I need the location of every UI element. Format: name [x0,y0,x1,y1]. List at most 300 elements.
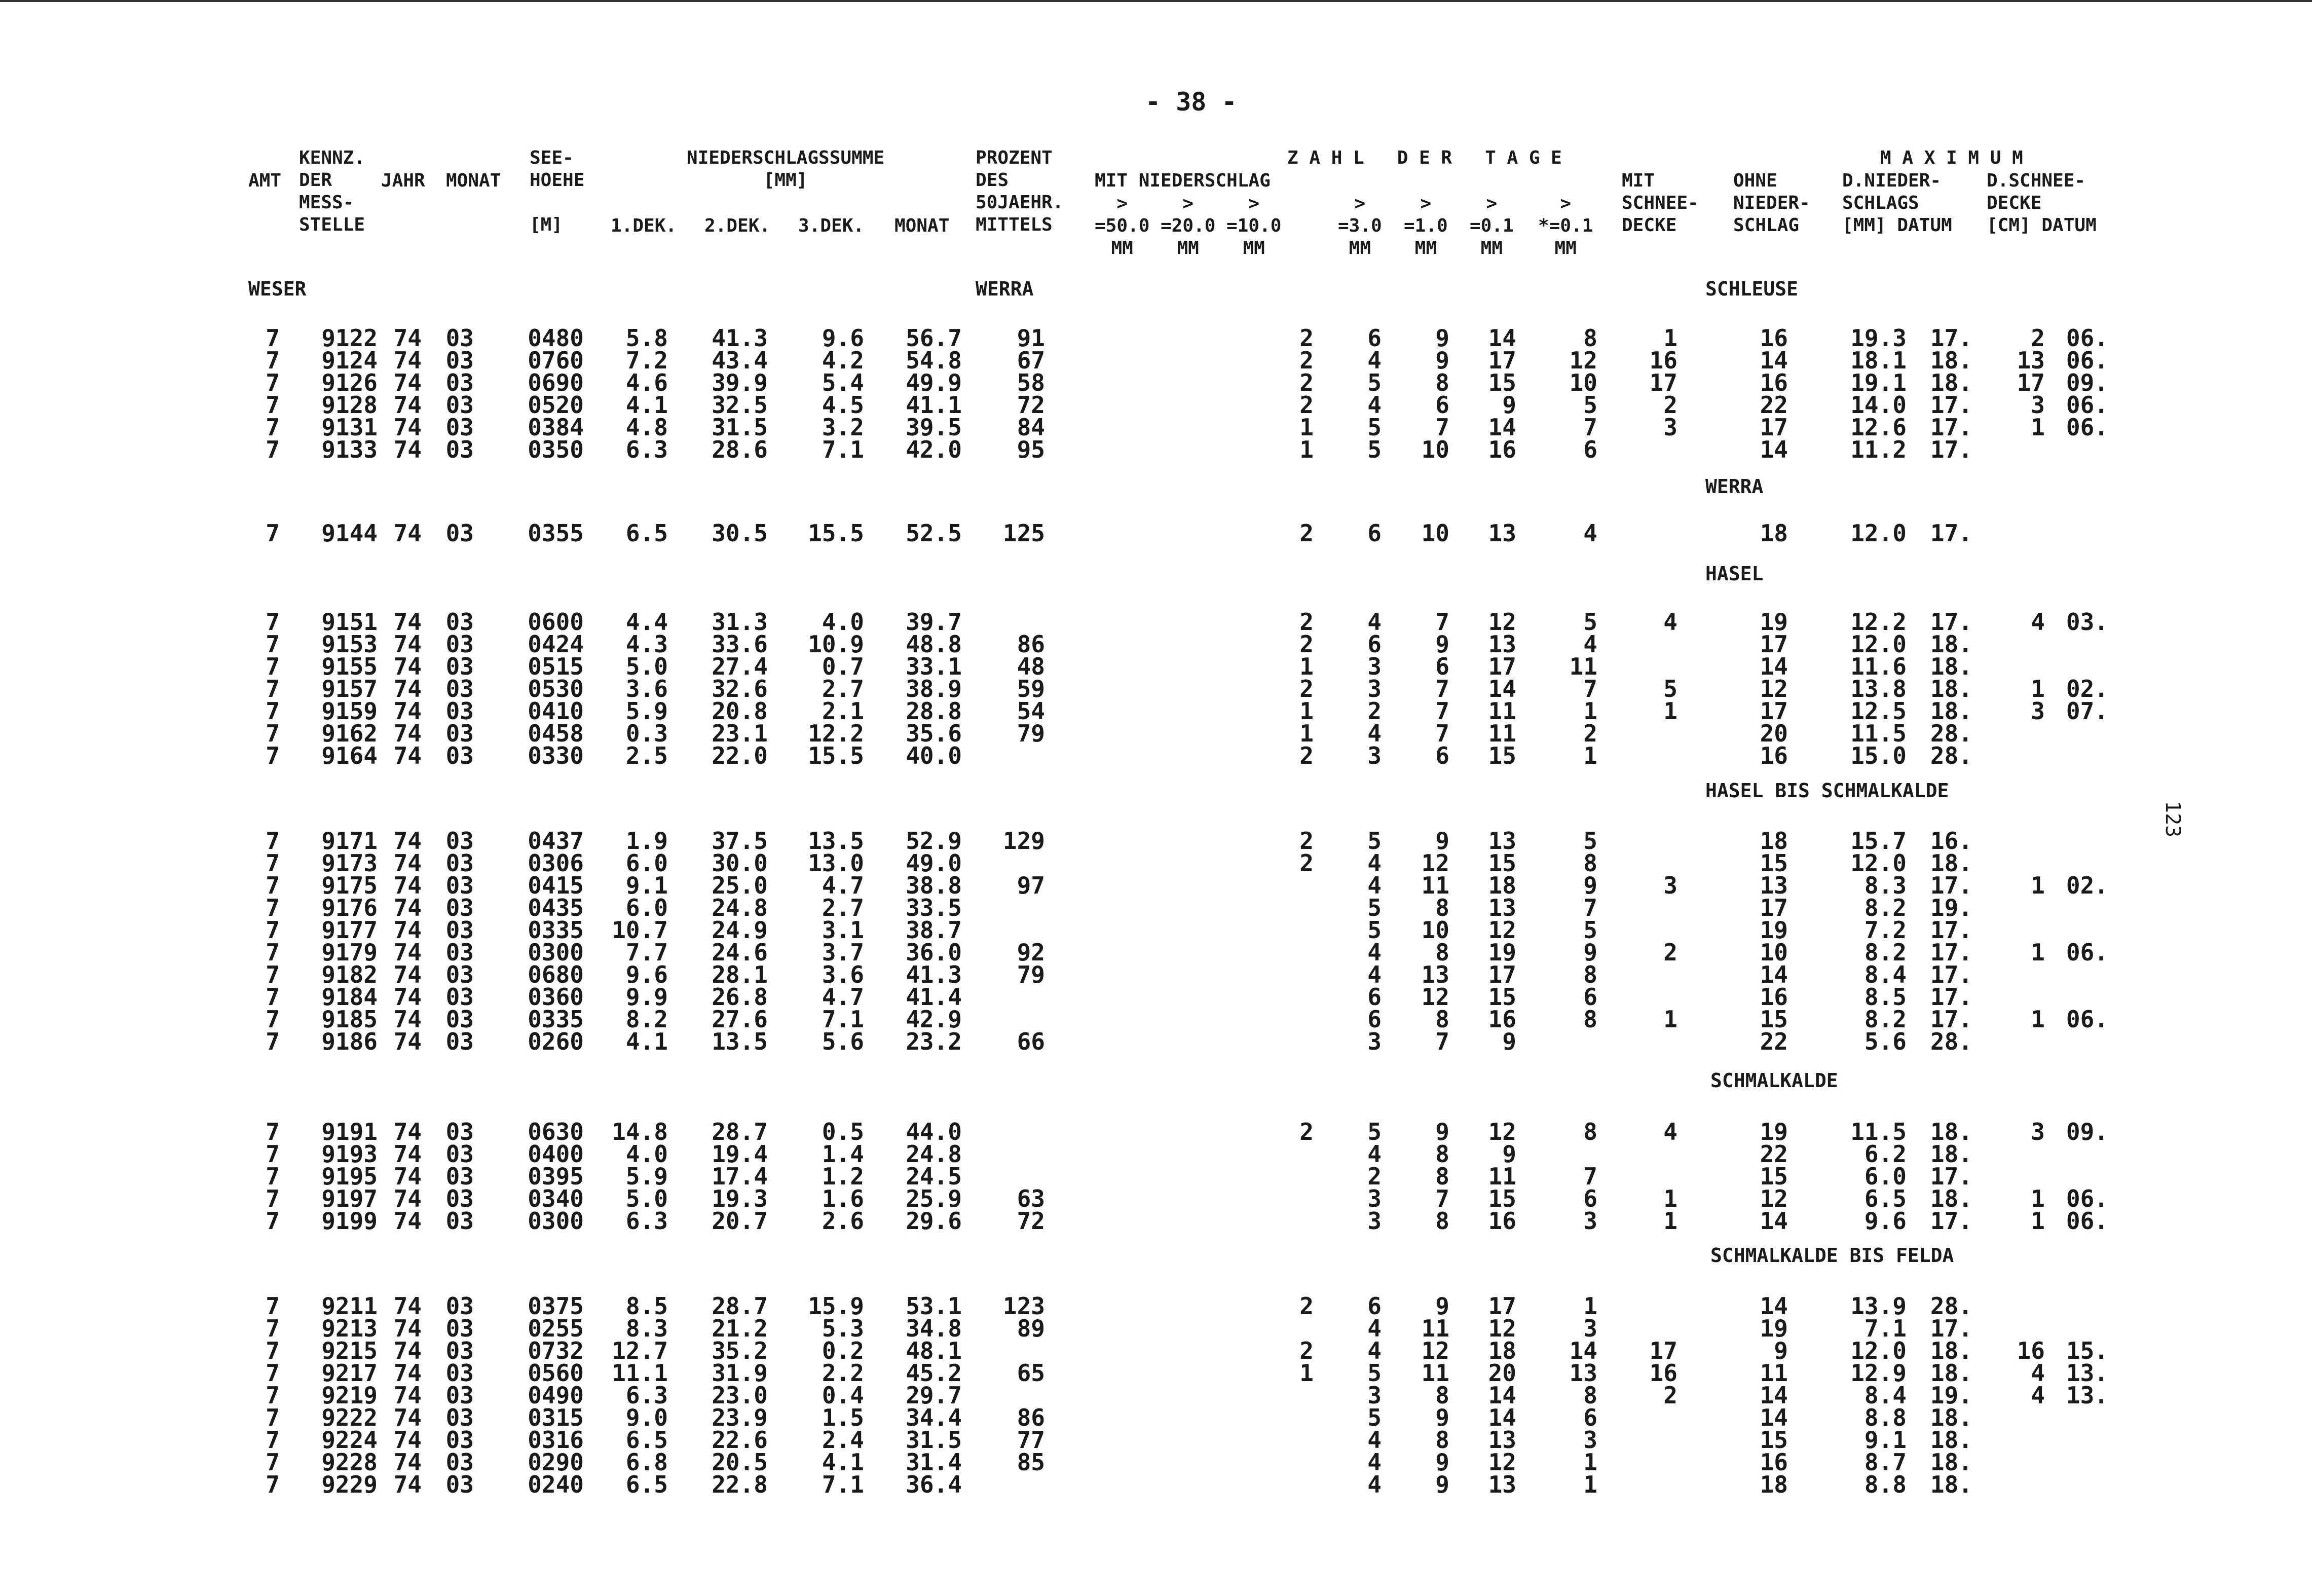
header-max-niederschlag: D.NIEDER- SCHLAGS [MM] DATUM [1842,170,1952,236]
header-dek2: 2.DEK. [704,215,771,236]
cell-ge1: 7 [1435,720,1449,747]
cell-max-schnee: 1 [2031,1006,2045,1033]
table-row [0,519,2312,547]
cell-max-nied-datum: 17. [1930,519,1972,547]
table-row [0,1315,2312,1342]
cell-prozent: 54 [1017,697,1045,725]
cell-ge10: 1 [1299,436,1314,463]
cell-dek2: 30.5 [712,519,768,547]
cell-dek2: 37.5 [712,827,768,855]
cell-dek3: 1.6 [822,1185,864,1212]
cell-amt: 7 [266,1359,280,1387]
cell-seehoehe: 0732 [528,1337,584,1364]
cell-monat-sum: 39.7 [906,608,962,636]
cell-amt: 7 [266,916,280,944]
cell-kennz: 9151 [321,608,378,636]
cell-ge3: 5 [1367,414,1382,441]
cell-ohne-nied: 17 [1760,630,1788,658]
cell-ge10: 2 [1299,827,1314,855]
cell-ge01: 17 [1488,1292,1516,1320]
cell-dek3: 13.0 [808,849,864,877]
cell-max-nied: 15.0 [1850,742,1907,769]
cell-ge01: 14 [1488,1382,1516,1409]
cell-monat-sum: 33.1 [906,653,962,680]
cell-max-schnee: 1 [2031,939,2045,966]
cell-ge01: 18 [1488,1337,1516,1364]
cell-amt: 7 [266,675,280,702]
cell-monat: 03 [445,347,474,374]
cell-ge1: 10 [1421,436,1449,463]
table-row [0,1207,2312,1235]
cell-max-nied-datum: 18. [1930,630,1972,658]
cell-seehoehe: 0600 [528,608,584,636]
cell-amt: 7 [266,1382,280,1409]
cell-max-nied-datum: 18. [1930,1359,1972,1387]
cell-ge01: 13 [1488,519,1516,547]
cell-ohne-nied: 19 [1760,1315,1788,1342]
cell-max-nied: 13.9 [1850,1292,1907,1320]
cell-prozent: 77 [1017,1426,1045,1454]
cell-jahr: 74 [393,872,422,899]
section-werra: WERRA [976,278,1034,300]
cell-amt: 7 [266,849,280,877]
cell-dek2: 24.6 [712,939,768,966]
cell-schneedecke: 1 [1663,1185,1677,1212]
cell-max-schnee-datum: 06. [2066,347,2108,374]
cell-ge10: 2 [1299,1337,1314,1364]
cell-dek3: 15.5 [808,519,864,547]
cell-ge3: 4 [1367,961,1382,988]
cell-dek2: 26.8 [712,983,768,1011]
cell-ge1: 8 [1435,1382,1449,1409]
cell-prozent: 79 [1017,961,1045,988]
cell-max-nied-datum: 17. [1930,1207,1972,1235]
cell-max-nied: 12.0 [1850,519,1907,547]
cell-max-schnee-datum: 06. [2066,324,2108,352]
table-row [0,1382,2312,1409]
table-row [0,939,2312,966]
cell-amt: 7 [266,697,280,725]
cell-jahr: 74 [393,849,422,877]
cell-dek2: 30.0 [712,849,768,877]
cell-dek1: 9.0 [625,1404,668,1431]
cell-monat: 03 [445,1426,474,1454]
cell-seehoehe: 0306 [528,849,584,877]
cell-star01: 5 [1583,391,1597,419]
cell-max-nied-datum: 28. [1930,1292,1972,1320]
cell-ge01: 12 [1488,1118,1516,1145]
cell-dek3: 4.7 [822,872,864,899]
cell-jahr: 74 [393,1426,422,1454]
cell-max-nied: 12.5 [1850,697,1907,725]
cell-dek1: 2.5 [625,742,668,769]
cell-max-nied: 15.7 [1850,827,1907,855]
cell-prozent: 66 [1017,1028,1045,1055]
cell-kennz: 9215 [321,1337,378,1364]
cell-seehoehe: 0560 [528,1359,584,1387]
cell-amt: 7 [266,1404,280,1431]
cell-max-nied: 12.2 [1850,608,1907,636]
cell-max-nied-datum: 17. [1930,1315,1972,1342]
cell-seehoehe: 0480 [528,324,584,352]
cell-prozent: 79 [1017,720,1045,747]
cell-ge3: 4 [1367,849,1382,877]
cell-ge1: 8 [1435,1207,1449,1235]
cell-monat-sum: 54.8 [906,347,962,374]
cell-dek3: 9.6 [822,324,864,352]
cell-jahr: 74 [393,1028,422,1055]
cell-jahr: 74 [393,1140,422,1168]
cell-ge1: 8 [1435,1006,1449,1033]
cell-ge1: 13 [1421,961,1449,988]
cell-jahr: 74 [393,894,422,921]
cell-dek1: 0.3 [625,720,668,747]
cell-seehoehe: 0690 [528,369,584,396]
cell-seehoehe: 0350 [528,436,584,463]
cell-prozent: 89 [1017,1315,1045,1342]
cell-monat: 03 [445,1163,474,1190]
cell-dek1: 4.1 [625,1028,668,1055]
cell-jahr: 74 [393,1315,422,1342]
cell-max-nied: 13.8 [1850,675,1907,702]
cell-ge01: 9 [1502,1140,1516,1168]
cell-monat-sum: 29.6 [906,1207,962,1235]
cell-max-schnee-datum: 06. [2066,391,2108,419]
cell-max-nied-datum: 18. [1930,369,1972,396]
cell-schneedecke: 2 [1663,391,1677,419]
cell-dek2: 35.2 [712,1337,768,1364]
cell-star01: 6 [1583,436,1597,463]
cell-ge10: 1 [1299,414,1314,441]
cell-dek1: 4.1 [625,391,668,419]
cell-kennz: 9164 [321,742,378,769]
cell-amt: 7 [266,347,280,374]
cell-ohne-nied: 17 [1760,414,1788,441]
cell-max-nied-datum: 17. [1930,1006,1972,1033]
cell-dek1: 8.5 [625,1292,668,1320]
cell-seehoehe: 0316 [528,1426,584,1454]
cell-max-nied: 9.6 [1864,1207,1907,1235]
cell-star01: 1 [1583,1471,1597,1498]
cell-amt: 7 [266,1006,280,1033]
cell-jahr: 74 [393,347,422,374]
cell-max-schnee-datum: 06. [2066,1207,2108,1235]
cell-dek2: 31.3 [712,608,768,636]
cell-dek1: 9.1 [625,872,668,899]
cell-seehoehe: 0530 [528,675,584,702]
cell-monat-sum: 24.8 [906,1140,962,1168]
cell-seehoehe: 0490 [528,1382,584,1409]
cell-ge3: 5 [1367,369,1382,396]
cell-prozent: 84 [1017,414,1045,441]
cell-dek3: 5.3 [822,1315,864,1342]
table-row [0,1140,2312,1168]
cell-jahr: 74 [393,1207,422,1235]
cell-ge3: 4 [1367,347,1382,374]
table-row [0,742,2312,769]
cell-prozent: 86 [1017,630,1045,658]
header-schneedecke: MIT SCHNEE- DECKE [1622,170,1699,236]
cell-ge3: 6 [1367,983,1382,1011]
cell-ohne-nied: 14 [1760,653,1788,680]
cell-ge1: 9 [1435,324,1449,352]
cell-ohne-nied: 10 [1760,939,1788,966]
cell-amt: 7 [266,961,280,988]
cell-star01: 5 [1583,608,1597,636]
cell-monat: 03 [445,916,474,944]
cell-star01: 5 [1583,916,1597,944]
cell-max-nied: 11.5 [1850,720,1907,747]
cell-max-nied-datum: 28. [1930,1028,1972,1055]
cell-monat-sum: 49.9 [906,369,962,396]
cell-ge1: 11 [1421,872,1449,899]
table-row [0,1359,2312,1387]
header-maximum: M A X I M U M [1880,147,2023,168]
cell-monat-sum: 34.8 [906,1315,962,1342]
cell-dek3: 4.7 [822,983,864,1011]
table-row [0,324,2312,352]
cell-dek2: 22.0 [712,742,768,769]
cell-ge3: 4 [1367,1471,1382,1498]
cell-ohne-nied: 17 [1760,894,1788,921]
header-jahr: JAHR [381,170,425,191]
cell-ohne-nied: 14 [1760,347,1788,374]
cell-ge3: 4 [1367,1449,1382,1476]
cell-jahr: 74 [393,653,422,680]
cell-monat-sum: 44.0 [906,1118,962,1145]
cell-monat: 03 [445,1185,474,1212]
cell-max-nied-datum: 17. [1930,916,1972,944]
cell-monat-sum: 41.1 [906,391,962,419]
cell-ge3: 6 [1367,519,1382,547]
cell-ge1: 7 [1435,414,1449,441]
cell-ge1: 6 [1435,742,1449,769]
cell-max-schnee-datum: 09. [2066,369,2108,396]
cell-jahr: 74 [393,1292,422,1320]
cell-dek1: 14.8 [612,1118,668,1145]
cell-dek1: 12.7 [612,1337,668,1364]
cell-amt: 7 [266,1185,280,1212]
cell-max-nied: 9.1 [1864,1426,1907,1454]
cell-monat: 03 [445,1315,474,1342]
cell-monat: 03 [445,742,474,769]
cell-dek3: 0.7 [822,653,864,680]
cell-max-schnee-datum: 06. [2066,1006,2108,1033]
cell-ge10: 2 [1299,369,1314,396]
cell-max-nied-datum: 16. [1930,827,1972,855]
cell-dek2: 23.1 [712,720,768,747]
cell-prozent: 125 [1002,519,1045,547]
cell-dek3: 4.0 [822,608,864,636]
cell-dek3: 1.5 [822,1404,864,1431]
cell-ge3: 4 [1367,391,1382,419]
cell-max-nied: 12.0 [1850,1337,1907,1364]
cell-max-schnee: 4 [2031,1359,2045,1387]
cell-seehoehe: 0255 [528,1315,584,1342]
table-row [0,1185,2312,1212]
cell-monat: 03 [445,324,474,352]
cell-max-schnee-datum: 13. [2066,1359,2108,1387]
table-row [0,630,2312,658]
cell-max-nied: 7.2 [1864,916,1907,944]
cell-monat: 03 [445,630,474,658]
cell-ge3: 3 [1367,1207,1382,1235]
cell-dek2: 32.5 [712,391,768,419]
cell-dek3: 2.7 [822,675,864,702]
cell-dek3: 1.4 [822,1140,864,1168]
cell-monat: 03 [445,1028,474,1055]
cell-max-schnee-datum: 13. [2066,1382,2108,1409]
cell-star01: 8 [1583,324,1597,352]
cell-ge1: 8 [1435,894,1449,921]
cell-amt: 7 [266,436,280,463]
cell-star01: 8 [1583,1118,1597,1145]
cell-jahr: 74 [393,1359,422,1387]
cell-monat: 03 [445,720,474,747]
cell-ohne-nied: 22 [1760,391,1788,419]
cell-max-nied-datum: 18. [1930,1185,1972,1212]
cell-ohne-nied: 22 [1760,1028,1788,1055]
cell-dek1: 5.9 [625,697,668,725]
cell-ge3: 3 [1367,675,1382,702]
cell-schneedecke: 4 [1663,608,1677,636]
cell-kennz: 9179 [321,939,378,966]
cell-ge01: 11 [1488,1163,1516,1190]
cell-star01: 14 [1569,1337,1597,1364]
cell-max-schnee-datum: 15. [2066,1337,2108,1364]
cell-dek1: 7.2 [625,347,668,374]
cell-dek2: 25.0 [712,872,768,899]
cell-max-schnee: 2 [2031,324,2045,352]
cell-prozent: 86 [1017,1404,1045,1431]
cell-ge1: 9 [1435,1118,1449,1145]
cell-ohne-nied: 16 [1760,1449,1788,1476]
cell-monat-sum: 48.1 [906,1337,962,1364]
cell-max-nied: 8.4 [1864,961,1907,988]
cell-ge1: 9 [1435,347,1449,374]
cell-seehoehe: 0424 [528,630,584,658]
cell-amt: 7 [266,1315,280,1342]
cell-dek2: 31.5 [712,414,768,441]
cell-max-schnee-datum: 02. [2066,872,2108,899]
cell-star01: 6 [1583,983,1597,1011]
cell-ohne-nied: 18 [1760,827,1788,855]
cell-max-schnee: 1 [2031,675,2045,702]
cell-max-nied: 8.8 [1864,1471,1907,1498]
cell-amt: 7 [266,894,280,921]
cell-max-schnee-datum: 07. [2066,697,2108,725]
cell-max-nied: 6.0 [1864,1163,1907,1190]
cell-ge01: 16 [1488,1006,1516,1033]
cell-ge1: 9 [1435,1449,1449,1476]
cell-ge01: 13 [1488,894,1516,921]
cell-dek1: 10.7 [612,916,668,944]
cell-jahr: 74 [393,519,422,547]
header-monat: MONAT [446,170,501,191]
table-row [0,961,2312,988]
cell-star01: 12 [1569,347,1597,374]
cell-ohne-nied: 14 [1760,961,1788,988]
cell-ge3: 5 [1367,827,1382,855]
section-schmalkalde: SCHMALKALDE [1710,1069,1838,1092]
cell-jahr: 74 [393,742,422,769]
cell-dek1: 6.5 [625,1426,668,1454]
cell-ohne-nied: 14 [1760,1382,1788,1409]
cell-monat: 03 [445,369,474,396]
cell-prozent: 59 [1017,675,1045,702]
cell-amt: 7 [266,872,280,899]
cell-ge1: 10 [1421,916,1449,944]
cell-jahr: 74 [393,697,422,725]
cell-dek2: 19.3 [712,1185,768,1212]
cell-seehoehe: 0300 [528,1207,584,1235]
cell-ohne-nied: 14 [1760,1207,1788,1235]
cell-amt: 7 [266,1292,280,1320]
cell-star01: 3 [1583,1207,1597,1235]
side-page-number: 123 [2161,801,2184,838]
cell-monat: 03 [445,1337,474,1364]
cell-max-schnee: 1 [2031,872,2045,899]
cell-ge3: 4 [1367,608,1382,636]
cell-kennz: 9191 [321,1118,378,1145]
cell-kennz: 9131 [321,414,378,441]
cell-amt: 7 [266,324,280,352]
cell-kennz: 9184 [321,983,378,1011]
cell-ge3: 3 [1367,1185,1382,1212]
cell-max-schnee: 16 [2017,1337,2045,1364]
cell-amt: 7 [266,519,280,547]
cell-schneedecke: 3 [1663,414,1677,441]
cell-max-nied: 12.9 [1850,1359,1907,1387]
cell-ge1: 9 [1435,1404,1449,1431]
cell-monat: 03 [445,1118,474,1145]
cell-ohne-nied: 19 [1760,916,1788,944]
table-row [0,1028,2312,1055]
cell-monat: 03 [445,653,474,680]
cell-seehoehe: 0340 [528,1185,584,1212]
cell-seehoehe: 0515 [528,653,584,680]
cell-dek3: 4.5 [822,391,864,419]
cell-monat: 03 [445,519,474,547]
cell-monat: 03 [445,983,474,1011]
cell-dek3: 13.5 [808,827,864,855]
cell-amt: 7 [266,630,280,658]
cell-dek1: 8.3 [625,1315,668,1342]
cell-jahr: 74 [393,983,422,1011]
cell-dek3: 5.6 [822,1028,864,1055]
cell-ge10: 2 [1299,324,1314,352]
cell-dek3: 3.6 [822,961,864,988]
cell-kennz: 9228 [321,1449,378,1476]
cell-kennz: 9153 [321,630,378,658]
cell-monat-sum: 41.3 [906,961,962,988]
cell-seehoehe: 0760 [528,347,584,374]
cell-jahr: 74 [393,720,422,747]
cell-schneedecke: 17 [1649,369,1677,396]
cell-jahr: 74 [393,1404,422,1431]
cell-ge01: 16 [1488,436,1516,463]
cell-monat-sum: 42.9 [906,1006,962,1033]
cell-kennz: 9186 [321,1028,378,1055]
cell-kennz: 9159 [321,697,378,725]
section-weser: WESER [248,278,307,300]
cell-dek1: 6.5 [625,1471,668,1498]
cell-ohne-nied: 12 [1760,1185,1788,1212]
cell-ohne-nied: 19 [1760,608,1788,636]
cell-ge01: 17 [1488,961,1516,988]
cell-star01: 3 [1583,1315,1597,1342]
cell-dek2: 17.4 [712,1163,768,1190]
